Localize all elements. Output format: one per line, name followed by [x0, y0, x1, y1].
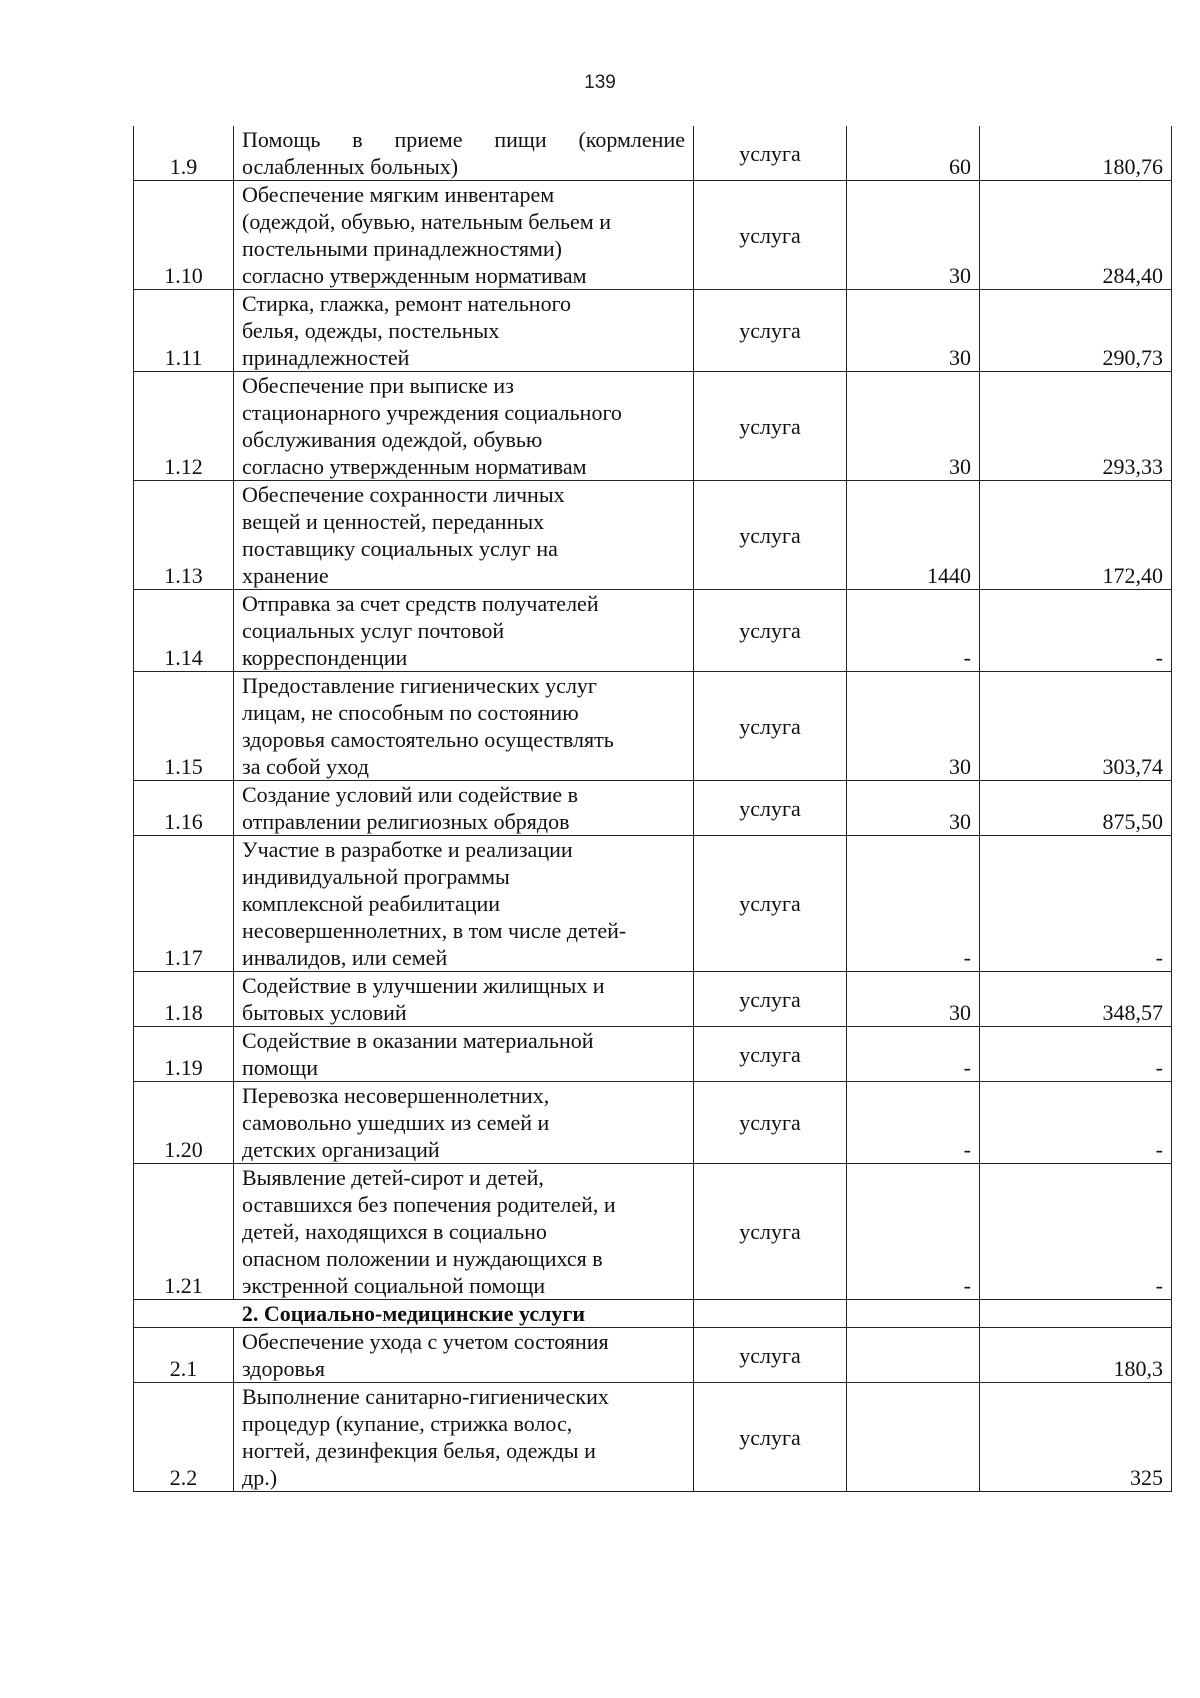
- service-name-line: Создание условий или содействие в: [242, 782, 578, 807]
- service-name-line: принадлежностей: [242, 345, 410, 370]
- unit-of-measure: услуга: [694, 972, 847, 1027]
- service-name-line: Обеспечение мягким инвентарем: [242, 182, 555, 207]
- cost: 290,73: [980, 290, 1172, 372]
- row-number: 2.1: [134, 1328, 234, 1383]
- service-name-line: Помощь в приеме пищи (кормление: [242, 127, 685, 152]
- unit-of-measure: услуга: [694, 672, 847, 781]
- service-name: [234, 1082, 694, 1164]
- table-row: [134, 781, 1172, 836]
- cost: -: [980, 1082, 1172, 1164]
- service-name: [234, 1164, 694, 1300]
- service-name-line: Стирка, глажка, ремонт нательного: [242, 291, 572, 316]
- service-name: [234, 836, 694, 972]
- service-name-line: Обеспечение ухода с учетом состояния: [242, 1329, 609, 1354]
- service-name: [234, 781, 694, 836]
- cost: 325: [980, 1383, 1172, 1492]
- cost: 172,40: [980, 481, 1172, 590]
- service-name: [234, 672, 694, 781]
- unit-of-measure: услуга: [694, 1383, 847, 1492]
- row-number: 1.18: [134, 972, 234, 1027]
- service-name-line: оставшихся без попечения родителей, и: [242, 1192, 616, 1217]
- row-number: 1.20: [134, 1082, 234, 1164]
- service-name: [234, 972, 694, 1027]
- service-name: [234, 1328, 694, 1383]
- unit-of-measure: услуга: [694, 372, 847, 481]
- service-name: [234, 481, 694, 590]
- service-name-line: поставщику социальных услуг на: [242, 536, 558, 561]
- cost: 293,33: [980, 372, 1172, 481]
- quantity: [847, 1383, 980, 1492]
- quantity: 60: [847, 126, 980, 181]
- unit-of-measure: услуга: [694, 126, 847, 181]
- service-name-line: отправлении религиозных обрядов: [242, 809, 570, 834]
- service-name-line: (одеждой, обувью, нательным бельем и: [242, 209, 612, 234]
- unit-of-measure: услуга: [694, 1164, 847, 1300]
- quantity: -: [847, 1164, 980, 1300]
- row-number: 1.11: [134, 290, 234, 372]
- table-row: [134, 1328, 1172, 1383]
- table-row: [134, 1027, 1172, 1082]
- quantity: 30: [847, 672, 980, 781]
- services-table-body: [134, 126, 1172, 1492]
- service-name: [234, 181, 694, 290]
- row-number: 1.9: [134, 126, 234, 181]
- service-name-line: др.): [242, 1465, 278, 1490]
- row-number: 1.15: [134, 672, 234, 781]
- service-name-line: ослабленных больных): [242, 154, 459, 179]
- section-header-row: [134, 1300, 1172, 1328]
- cost: -: [980, 1027, 1172, 1082]
- quantity: 30: [847, 781, 980, 836]
- service-name-line: Перевозка несовершеннолетних,: [242, 1083, 550, 1108]
- table-row: [134, 1082, 1172, 1164]
- service-name-line: вещей и ценностей, переданных: [242, 509, 545, 534]
- quantity: -: [847, 1027, 980, 1082]
- empty-cell: [847, 1300, 980, 1328]
- quantity: -: [847, 1082, 980, 1164]
- service-name-line: хранение: [242, 563, 329, 588]
- service-name-line: стационарного учреждения социального: [242, 400, 622, 425]
- table-row: [134, 590, 1172, 672]
- service-name-line: детских организаций: [242, 1137, 440, 1162]
- service-name-line: Выполнение санитарно-гигиенических: [242, 1384, 609, 1409]
- row-number: 1.10: [134, 181, 234, 290]
- cost: 180,76: [980, 126, 1172, 181]
- unit-of-measure: услуга: [694, 181, 847, 290]
- cost: -: [980, 590, 1172, 672]
- cost: 303,74: [980, 672, 1172, 781]
- service-name-line: Предоставление гигиенических услуг: [242, 673, 597, 698]
- service-name-line: здоровья: [242, 1356, 326, 1381]
- table-row: [134, 290, 1172, 372]
- service-name: [234, 372, 694, 481]
- unit-of-measure: услуга: [694, 481, 847, 590]
- service-name-line: Содействие в оказании материальной: [242, 1028, 594, 1053]
- quantity: -: [847, 590, 980, 672]
- cost: 284,40: [980, 181, 1172, 290]
- service-name-line: инвалидов, или семей: [242, 945, 448, 970]
- unit-of-measure: услуга: [694, 836, 847, 972]
- row-number: 1.16: [134, 781, 234, 836]
- service-name-line: экстренной социальной помощи: [242, 1273, 546, 1298]
- service-name: [234, 1383, 694, 1492]
- table-row: [134, 1164, 1172, 1300]
- service-name-line: самовольно ушедших из семей и: [242, 1110, 550, 1135]
- quantity: -: [847, 836, 980, 972]
- quantity: [847, 1328, 980, 1383]
- row-number: 1.17: [134, 836, 234, 972]
- table-row: [134, 481, 1172, 590]
- cost: -: [980, 1164, 1172, 1300]
- service-name-line: за собой уход: [242, 754, 369, 779]
- service-name-line: Обеспечение при выписке из: [242, 373, 514, 398]
- services-table: [133, 126, 1172, 1492]
- service-name: [234, 290, 694, 372]
- unit-of-measure: услуга: [694, 1082, 847, 1164]
- service-name-line: комплексной реабилитации: [242, 891, 501, 916]
- table-row: [134, 1383, 1172, 1492]
- section-title: 2. Социально-медицинские услуги: [134, 1300, 694, 1328]
- service-name-line: здоровья самостоятельно осуществлять: [242, 727, 614, 752]
- service-name-line: ногтей, дезинфекция белья, одежды и: [242, 1438, 596, 1463]
- table-row: [134, 672, 1172, 781]
- table-row: [134, 372, 1172, 481]
- quantity: 30: [847, 372, 980, 481]
- cost: 180,3: [980, 1328, 1172, 1383]
- table-row: [134, 972, 1172, 1027]
- service-name-line: обслуживания одеждой, обувью: [242, 427, 543, 452]
- service-name: [234, 1027, 694, 1082]
- unit-of-measure: услуга: [694, 290, 847, 372]
- service-name-line: Содействие в улучшении жилищных и: [242, 973, 605, 998]
- row-number: 1.12: [134, 372, 234, 481]
- unit-of-measure: услуга: [694, 1027, 847, 1082]
- page-number: 139: [584, 72, 616, 93]
- service-name-line: Участие в разработке и реализации: [242, 837, 573, 862]
- service-name-line: процедур (купание, стрижка волос,: [242, 1411, 573, 1436]
- table-row: [134, 836, 1172, 972]
- service-name-line: несовершеннолетних, в том числе детей-: [242, 918, 627, 943]
- quantity: 30: [847, 290, 980, 372]
- cost: -: [980, 836, 1172, 972]
- service-name-line: Выявление детей-сирот и детей,: [242, 1165, 544, 1190]
- service-name-line: согласно утвержденным нормативам: [242, 263, 587, 288]
- quantity: 30: [847, 181, 980, 290]
- cost: 875,50: [980, 781, 1172, 836]
- unit-of-measure: услуга: [694, 781, 847, 836]
- service-name-line: опасном положении и нуждающихся в: [242, 1246, 603, 1271]
- cost: 348,57: [980, 972, 1172, 1027]
- service-name-line: помощи: [242, 1055, 318, 1080]
- service-name-line: Отправка за счет средств получателей: [242, 591, 599, 616]
- service-name-line: белья, одежды, постельных: [242, 318, 500, 343]
- service-name-line: Обеспечение сохранности личных: [242, 482, 565, 507]
- unit-of-measure: услуга: [694, 590, 847, 672]
- quantity: 30: [847, 972, 980, 1027]
- row-number: 1.14: [134, 590, 234, 672]
- row-number: 1.19: [134, 1027, 234, 1082]
- row-number: 1.13: [134, 481, 234, 590]
- service-name-line: индивидуальной программы: [242, 864, 510, 889]
- service-name-line: согласно утвержденным нормативам: [242, 454, 587, 479]
- service-name-line: лицам, не способным по состоянию: [242, 700, 579, 725]
- service-name: [234, 590, 694, 672]
- row-number: 2.2: [134, 1383, 234, 1492]
- service-name-line: детей, находящихся в социально: [242, 1219, 547, 1244]
- unit-of-measure: услуга: [694, 1328, 847, 1383]
- empty-cell: [980, 1300, 1172, 1328]
- table-row: [134, 181, 1172, 290]
- service-name: [234, 126, 694, 181]
- service-name-line: корреспонденции: [242, 645, 408, 670]
- empty-cell: [694, 1300, 847, 1328]
- service-name-line: постельными принадлежностями): [242, 236, 562, 261]
- table-row: [134, 126, 1172, 181]
- service-name-line: бытовых условий: [242, 1000, 407, 1025]
- service-name-line: социальных услуг почтовой: [242, 618, 505, 643]
- quantity: 1440: [847, 481, 980, 590]
- row-number: 1.21: [134, 1164, 234, 1300]
